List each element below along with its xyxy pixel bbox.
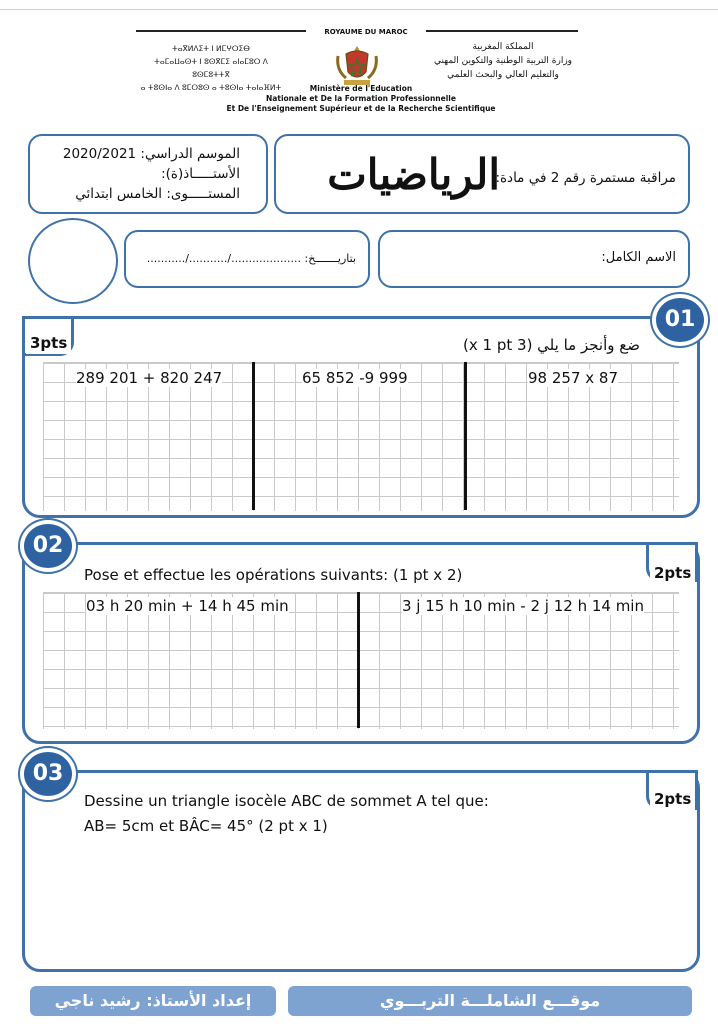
operation-subtraction: 65 852 -9 999 [302, 369, 408, 387]
exercise-3-points: 2pts [650, 788, 695, 810]
grid-divider [357, 592, 360, 728]
exam-label: مراقبة مستمرة رقم 2 في مادة: [495, 170, 676, 186]
operation-time-subtraction: 3 j 15 h 10 min - 2 j 12 h 14 min [402, 597, 644, 615]
kingdom-label: ROYAUME DU MAROC [306, 28, 426, 36]
drawing-area[interactable] [60, 848, 680, 958]
date-field[interactable]: بتاريـــــــخ: ..................../.........../........... [124, 230, 370, 288]
school-year: الموسم الدراسي: 2020/2021 [62, 146, 240, 162]
teacher-label: الأستـــــاذ(ة): [161, 166, 240, 182]
ministry-header [136, 30, 578, 117]
subject-box [274, 134, 690, 214]
coat-of-arms-icon [332, 42, 382, 88]
footer-author: إعداد الأستاذ: رشيد ناجي [30, 986, 276, 1016]
grade-circle [28, 218, 118, 304]
exercise-1-number: 01 [652, 294, 708, 346]
full-name-field[interactable]: الاسم الكامل: [378, 230, 690, 288]
exercise-3-line-2: AB= 5cm et BÂC= 45° (2 pt x 1) [84, 817, 328, 835]
exercise-1-instruction: ضع وأنجز ما يلي (3 x 1 pt) [463, 336, 640, 354]
exercise-1-points: 3pts [26, 332, 71, 354]
exercise-2-number: 02 [20, 520, 76, 572]
operation-time-addition: 03 h 20 min + 14 h 45 min [86, 597, 289, 615]
grid-divider [252, 362, 255, 510]
grade-level: المستـــــوى: الخامس ابتدائي [75, 186, 240, 202]
subject-title: الرياضيات [327, 150, 500, 199]
exercise-2-instruction: Pose et effectue les opérations suivants: (1 pt x 2) [84, 566, 463, 584]
operation-addition: 289 201 + 820 247 [76, 369, 223, 387]
exercise-2-points: 2pts [650, 562, 695, 584]
school-info-box [28, 134, 268, 214]
top-divider [0, 9, 718, 10]
french-ministry-text: Ministère de l'Education Nationale et De la Formation Professionnelle Et De l'Enseignement Supérieur et de la Recherche Scientifique [226, 84, 496, 113]
exercise-3-number: 03 [20, 748, 76, 800]
footer-site[interactable]: موقـــع الشاملـــة التربـــوي [288, 986, 692, 1016]
grid-divider [464, 362, 467, 510]
exercise-3-line-1: Dessine un triangle isocèle ABC de sommet A tel que: [84, 792, 489, 810]
tifinagh-text: ⵜⴰⴳⵍⴷⵉⵜ ⵏ ⵍⵎⵖⵔⵉⴱ ⵜⴰⵎⴰⵡⴰⵙⵜ ⵏ ⵓⵙⴳⵎⵉ ⴰⵏⴰⵎⵓⵔ ⴷ ⵓⵙⵎⵓⵜⵜⴳ ⴰ ⵜⵓⵙⵏⴰ ⴷ ⵓⵎⵔⵓⵙ ⴰ ⵜⵓⵙⵏⴰ ⵜⴰⵏⴰⴼⵍⵜ [140, 44, 282, 92]
arabic-ministry-text: المملكة المغربية وزارة التربية الوطنية والتكوين المهني والتعليم العالي والبحث العلمي [433, 42, 573, 80]
operation-multiplication: 98 257 x 87 [528, 369, 618, 387]
